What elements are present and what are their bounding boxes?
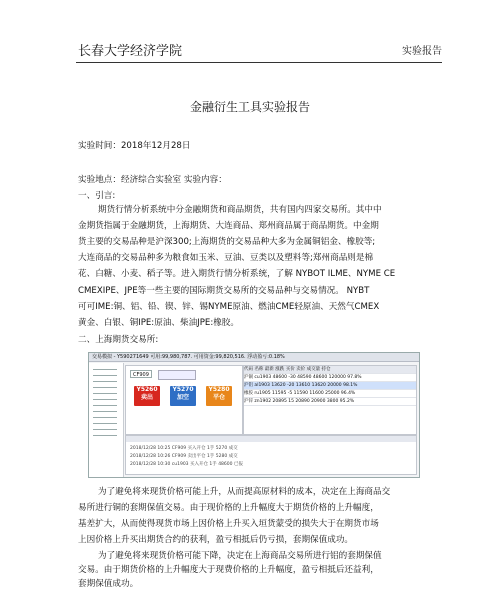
screenshot-title-bar: 交易模拟 - Y590271649 可用:99,980,787. 可用资金:99,820,516. 浮动盈亏:0.18% <box>89 353 419 362</box>
section-2-line: 交易。由于期货价格的上升幅度大于现费价格的上升幅度，盈亏相抵后还益利， <box>78 565 379 575</box>
school-name: 长春大学经济学院 <box>78 44 183 59</box>
quote-row: 沪铜 cu1903 48600 -30 48590 48600 120000 97.8% <box>244 374 416 382</box>
order-log-tabs <box>126 436 416 442</box>
order-log-line: 2018/12/28 10:26 CF909 卖出平仓 1手 5280 成交 <box>130 454 238 459</box>
section-2-line: 套期保值成功。 <box>78 579 139 589</box>
section-1-line: 花、白糖、小麦、稻子等。进入期货行情分析系统，了解 NYBOT ILME、NYME CE <box>78 269 396 279</box>
order-panel <box>125 365 243 435</box>
section-2-line: 为了避免将来现货价格可能上升，从而提高原材料的成本，决定在上海商品交 <box>98 487 391 497</box>
quote-grid <box>243 365 417 435</box>
experiment-time: 实验时间：2018年12月28日 <box>78 141 191 151</box>
doc-type-label: 实验报告 <box>402 46 442 57</box>
section-2-line: 基差扩大，从而使得现货市场上因价格上升买入垣货蒙受的损失大于在期货市场 <box>78 519 379 529</box>
section-2-line: 易所进行铜的套期保值交易。由于现价格的上升幅度大于期货价格的上升幅度， <box>78 503 379 513</box>
section-1-line: 可可IME:铜、铝、铅、锲、锌、锡NYME原油、燃油CME轻原油、天然气CMEX <box>78 302 380 312</box>
report-title: 金融衍生工具实验报告 <box>189 100 310 114</box>
order-log-panel <box>125 435 417 475</box>
section-2-line: 上因价格上升买出期货合约的获利，盈亏相抵后仍亏损，套期保值成功。 <box>78 535 354 545</box>
section-1-line: CMEXIPE、JPE等一些主要的国际期货交易所的交易品种与交易情况。 NYBT <box>78 286 370 296</box>
quote-grid-header: 代码 名称 最新 涨跌 买价 卖价 成交量 持仓 <box>244 366 416 374</box>
price-box <box>158 370 196 380</box>
quote-row: 沪锌 zn1902 20895 15 20890 20900 3800 95.2% <box>244 398 416 406</box>
order-log-line: 2018/12/28 10:25 CF909 买入开仓 1手 5270 成交 <box>130 446 238 451</box>
section-1-line: 金期货指属于金融期货，上海期货、大连商品、郑州商品属于商品期货。中金期 <box>78 221 379 231</box>
quote-row: 沪铝 al1903 13620 -20 13610 13620 20000 98.1% <box>244 382 416 390</box>
section-1-line: 期货行情分析系统中分金融期货和商品期货，共有国内四家交易所。其中中 <box>98 205 382 215</box>
order-log-line: 2018/12/28 10:30 cu1903 买入开仓 1手 48600 已报 <box>130 462 243 467</box>
experiment-place: 实验地点：经济综合实验室 实验内容： <box>78 175 227 185</box>
header-divider <box>76 62 442 63</box>
section-2-line: 为了避免将来现货价格可能下降，决定在上海商品交易所进行铝的套期保值 <box>98 551 382 561</box>
section-1-line: 黄金、白银、铜IPE:原油、柴油JPE:橡胶。 <box>78 318 239 328</box>
section-1-line: 大连商品的交易品种多为粮食如玉米、豆油、豆类以及塑料等;郑州商品则是棉 <box>78 253 374 263</box>
sell-button: Y5260 卖出 <box>134 386 160 406</box>
section-1-line: 货主要的交易品种是沪深300;上海期货的交易品种大多为金属铜铝金、橡胶等; <box>78 237 376 247</box>
screenshot-tree-panel <box>89 363 124 477</box>
section-1-heading: 一、引言: <box>78 191 116 201</box>
close-position-button: Y5280 平仓 <box>206 386 232 406</box>
add-short-button: Y5270 加空 <box>170 386 196 406</box>
section-2-heading: 二、上海期货交易所: <box>78 335 159 345</box>
quote-row: 橡胶 ru1905 11595 -5 11590 11600 25000 96.4% <box>244 390 416 398</box>
contract-select: CF909 <box>130 370 152 378</box>
trading-software-screenshot <box>88 352 420 478</box>
